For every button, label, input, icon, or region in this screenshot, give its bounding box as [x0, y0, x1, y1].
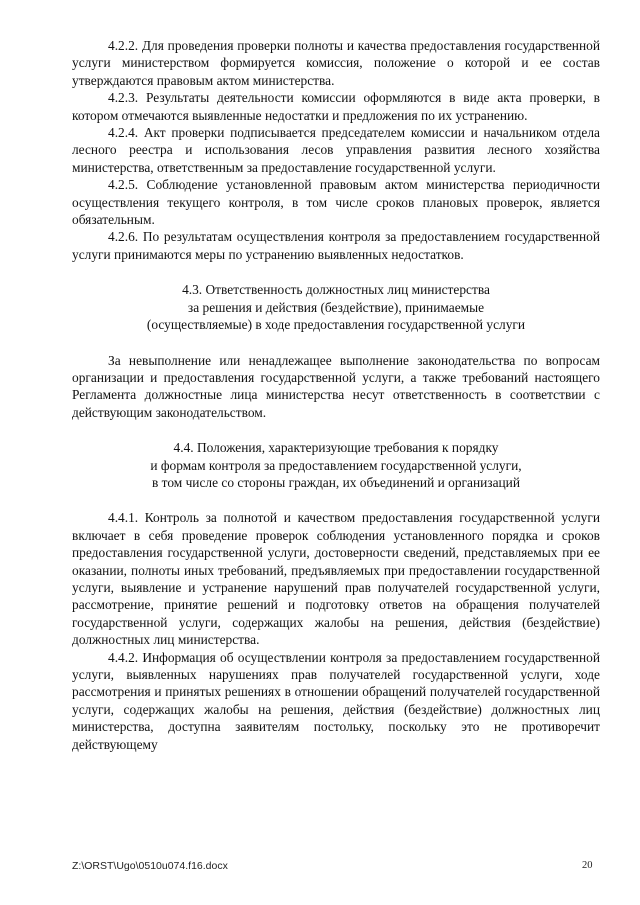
page-content: [72, 37, 600, 753]
section-4-3-body: За невыполнение или ненадлежащее выполнение законодательства по вопросам организации и предоставления государственной услуги, а также требований настоящего Регламента должностные лица министерства несут ответственность в соответствии с действующим законодательством.: [72, 352, 600, 420]
footer-page-number: 20: [582, 860, 593, 871]
paragraph-4-2-4: 4.2.4. Акт проверки подписывается председателем комиссии и начальником отдела лесного реестра и использования лесов управления развития лесного хозяйства министерства, ответственным за предоставление государственной услуги.: [72, 125, 600, 175]
paragraph-4-2-2: 4.2.2. Для проведения проверки полноты и качества предоставления государственной услуги министерством формируется комиссия, положение о которой и ее состав утверждаются правовым актом министерства.: [72, 38, 600, 88]
section-4-3-heading-line-3: (осуществляемые) в ходе предоставления государственной услуги: [146, 317, 526, 333]
section-4-4-heading-line-1: 4.4. Положения, характеризующие требования к порядку: [173, 440, 499, 456]
paragraph-4-2-5: 4.2.5. Соблюдение установленной правовым актом министерства периодичности осуществления текущего контроля, в том числе сроков плановых проверок, является обязательным.: [72, 177, 600, 228]
section-4-4-heading-line-3: в том числе со стороны граждан, их объединений и организаций: [151, 474, 521, 490]
paragraph-4-4-2: 4.4.2. Информация об осуществлении контроля за предоставлением государственной услуги, выявленных нарушениях прав получателей государственной услуги, ходе рассмотрения и принятых решениях в отношении обращений получателей государственной услуги, содержащих жалобы на решения, действия (бездействие) должностных лиц министерства, доступна заявителям постольку, поскольку это не противоречит действующему: [72, 649, 600, 752]
section-4-4-heading-line-2: и формам контроля за предоставлением государственной услуги,: [150, 457, 522, 473]
footer-file-path: Z:\ORST\Ugo\0510u074.f16.docx: [72, 860, 228, 872]
paragraph-4-4-1: 4.4.1. Контроль за полнотой и качеством предоставления государственной услуги включает в себя проведение проверок соблюдения установленного порядка и сроков предоставления государственной услуги, достоверности сведений, представляемых при ее оказании, полноты иных требований, предъявляемых при предоставлении государственной услуги, выявление и устранение нарушений прав получателей государственной услуги, рассмотрение, принятие решений и подготовку ответов на обращения получателей государственной услуги, содержащих жалобы на решения, действия (бездействие) должностных лиц министерства.: [72, 510, 600, 648]
paragraph-4-2-3: 4.2.3. Результаты деятельности комиссии оформляются в виде акта проверки, в котором отмечаются выявленные недостатки и предложения по их устранению.: [72, 90, 600, 123]
section-4-3-heading-line-1: 4.3. Ответственность должностных лиц министерства: [182, 282, 490, 298]
section-4-3-heading-line-2: за решения и действия (бездействие), принимаемые: [187, 299, 485, 315]
paragraph-4-2-6: 4.2.6. По результатам осуществления контроля за предоставлением государственной услуги принимаются меры по устранению выявленных недостатков.: [72, 229, 600, 262]
